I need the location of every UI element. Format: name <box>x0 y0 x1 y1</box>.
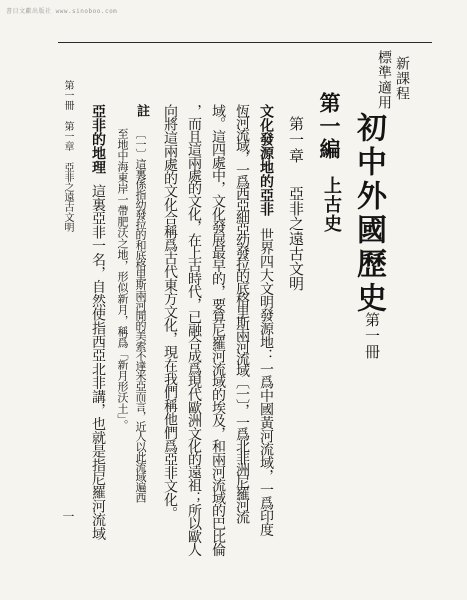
part-title: 上古史 <box>321 176 342 233</box>
body-column-1: 世界四大文明發源地：一爲中國黃河流域，一爲印度 <box>258 228 274 537</box>
page-number: 一 <box>61 510 75 522</box>
book-title: 初中外國歷史 <box>351 112 386 316</box>
part-label: 第一編 <box>317 92 342 161</box>
volume-label: 第一冊 <box>363 312 381 360</box>
note-line-1: 〔一〕這裏係指幼發拉的和底格里斯兩河間的美索不達米亞而言，近人以此流域遍西 <box>134 128 147 502</box>
body-column-4: ，而且這兩處的文化，在上古時代，已融合成爲現代歐洲文化的遠祖；所以歐人 <box>186 104 202 556</box>
note-label: 註 <box>134 104 149 117</box>
top-border-rule <box>58 42 432 43</box>
body-column-3: 域。這四處中，文化發展最早的，要算尼羅河流域的埃及，和兩河流域的巴比倫 <box>210 104 226 556</box>
body-column-2: 恆河流域，一爲西亞細亞幼發拉的底格里斯兩河流域〔一〕，一爲北非洲尼羅河流 <box>234 104 250 522</box>
body-column-5: 向將這兩處的文化合稱爲古代東方文化，現在我們稱他們爲亞非文化。 <box>162 104 178 520</box>
chapter-label: 第一章 <box>287 116 305 164</box>
subsection-text: 這裏亞非一名，自然使指西亞北非講，也就是指尼羅河流域 <box>90 184 106 541</box>
subtitle-line2: 標準適用 <box>376 50 392 110</box>
chapter-title: 亞非之遠古文明 <box>287 186 305 291</box>
watermark-text: 書目文獻出版社 www.sinoboo.com <box>6 8 118 15</box>
subtitle-line1: 新課程 <box>394 56 410 101</box>
footer-running-head: 第一冊 第一章 亞非之遠古文明 <box>62 80 73 232</box>
note-line-2: 至地中海東岸一帶肥沃之地，形似新月，稱爲「新月形沃土」。 <box>116 128 129 431</box>
section-heading: 文化發源地的亞非 <box>258 104 274 216</box>
subsection-heading: 亞非的地理 <box>90 104 106 174</box>
